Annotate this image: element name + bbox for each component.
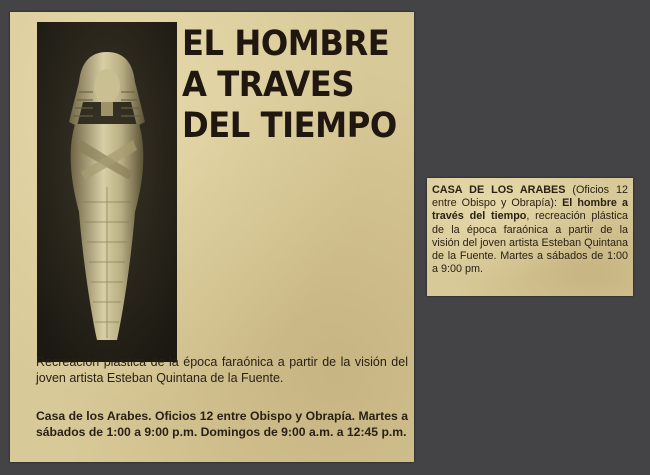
pharaoh-sarcophagus-photo (37, 22, 177, 362)
headline (182, 24, 397, 147)
exhibition-title: El hombre a través del tiempo (432, 197, 628, 223)
newspaper-clipping-main (10, 12, 414, 462)
photo-caption: Recreación plástica de la época faraónica a partir de la visión del joven artista Esteban Quintana de la Fuente. (36, 355, 408, 385)
sarcophagus-figure (37, 22, 177, 362)
venue-details: Casa de los Arabes. Oficios 12 entre Obispo y Obrapía. Martes a sábados de 1:00 a 9:00 p.m. Domingos de 9:00 a.m. a 12:45 p.m. (36, 409, 408, 439)
headline-line-2: A TRAVES (182, 65, 355, 105)
headline-line-1: EL HOMBRE (182, 24, 390, 64)
newspaper-clipping-small (427, 178, 633, 296)
listing-text (432, 184, 628, 276)
exhibition-description: , recreación plástica de la época faraónica a partir de la visión del joven artista Esteban Quintana de la Fuente. Martes a sábados de 1:00 a 9:00 pm. (432, 210, 628, 276)
venue-address: (Oficios 12 entre Obispo y Obrapía): (432, 184, 628, 210)
venue-name: CASA DE LOS ARABES (432, 184, 566, 196)
headline-line-3: DEL TIEMPO (182, 106, 397, 146)
